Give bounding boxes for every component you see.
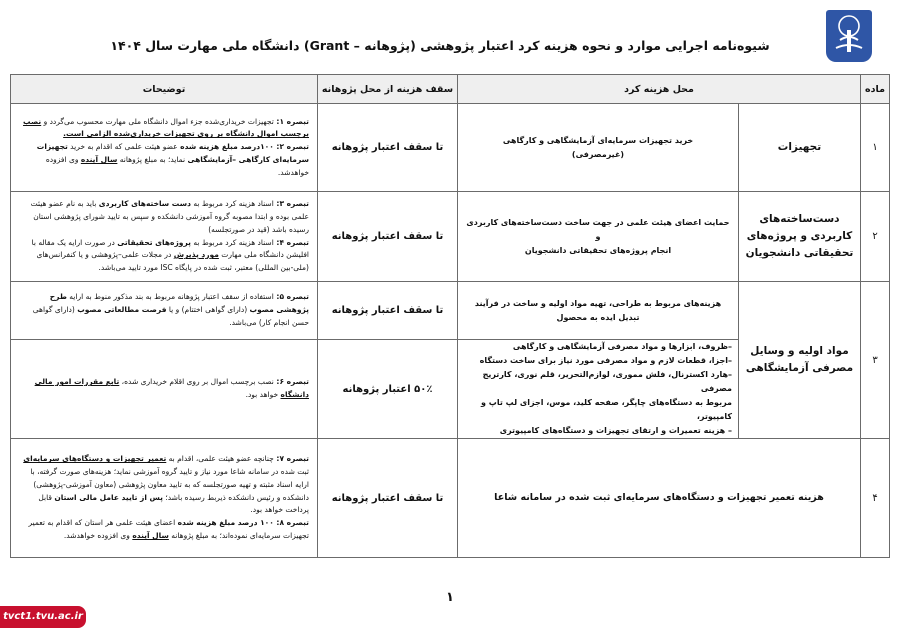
- column-header-article: ماده: [861, 75, 890, 104]
- university-logo: [826, 10, 872, 62]
- note-paragraph: تبصره ۸: ۱۰۰ درصد مبلغ هزینه شده اعضای هیئت علمی هر استان که اقدام به تعمیر تجهیزات سرمایه‌ای نموده‌اند؛ به مبلغ پژوهانه سال آینده وی افزوده خواهدشد.: [28, 518, 309, 540]
- page-title: شیوه‌نامه اجرایی موارد و نحوه هزینه کرد اعتبار پژوهشی (پژوهانه – Grant) دانشگاه ملی مهارت سال ۱۴۰۴: [110, 38, 770, 53]
- cost-place: [458, 104, 739, 192]
- article-number: ۳: [861, 282, 890, 439]
- cost-place-line: انجام پروژه‌های تحقیقاتی دانشجویان: [524, 245, 672, 255]
- cost-place: [458, 340, 739, 439]
- cost-ceiling: تا سقف اعتبار پژوهانه: [318, 439, 458, 558]
- note-paragraph: تبصره ۲: ۱۰۰درصد مبلغ هزینه شده عضو هیئت علمی که اقدام به خرید تجهیزات سرمایه‌ای کارگاهی –آزمایشگاهی نماید؛ به مبلغ پژوهانه سال آینده وی افزوده خواهدشد.: [36, 142, 309, 177]
- cost-place-line: هزینه‌های مربوط به طراحی، تهیه مواد اولیه و ساخت در فرآیند: [474, 298, 722, 308]
- cost-place-line: خرید تجهیزات سرمایه‌ای آزمایشگاهی و کارگاهی: [502, 135, 694, 145]
- column-header-ceiling: سقف هزینه از محل پژوهانه: [318, 75, 458, 104]
- notes-cell: [11, 192, 318, 282]
- column-header-notes: توضیحات: [11, 75, 318, 104]
- footer-site-link[interactable]: tvct1.tvu.ac.ir: [0, 606, 86, 628]
- article-number: ۱: [861, 104, 890, 192]
- article-title: دست‌ساخته‌های کاربردی و پروژه‌های تحقیقاتی دانشجویان: [739, 192, 861, 282]
- page-number: ۱: [446, 590, 454, 605]
- table-row: [11, 282, 890, 340]
- note-paragraph: تبصره ۶: نصب برچسب اموال بر روی اقلام خریداری شده، تابع مقررات امور مالی دانشگاه خواهد بود.: [34, 377, 309, 399]
- cost-table: [10, 74, 890, 558]
- cost-ceiling: تا سقف اعتبار پژوهانه: [318, 282, 458, 340]
- note-paragraph: تبصره ۳: اسناد هزینه کرد مربوط به دست ساخته‌های کاربردی باید به نام عضو هیئت علمی بوده و ابتدا مصوبه گروه آموزشی دانشکده و سپس به تایید شورای پژوهشی استان رسیده باشد (قید در صورتجلسه): [30, 199, 309, 234]
- cost-place-line: هزینه تعمیر تجهیزات و دستگاه‌های سرمایه‌ای ثبت شده در سامانه شاعا: [494, 491, 824, 503]
- cost-place-line: حمایت اعضای هیئت علمی در جهت ساخت دست‌ساخته‌های کاربردی و: [466, 217, 730, 241]
- note-paragraph: تبصره ۱: تجهیزات خریداری‌شده جزء اموال دانشگاه ملی مهارت محسوب می‌گردد و نصب برچسب اموال دانشگاه بر روی تجهیزات خریداری‌شده الزامی است.: [23, 116, 309, 139]
- cost-place-line: مربوط به دستگاه‌های چاپگر، صفحه کلید، موس، اجزای لپ تاپ و کامپیوتر،: [481, 398, 732, 421]
- cost-place: [458, 439, 861, 558]
- cost-place-line: (غیرمصرفی): [571, 149, 625, 159]
- table-row: [11, 439, 890, 558]
- notes-cell: [11, 340, 318, 439]
- cost-ceiling: تا سقف اعتبار پژوهانه: [318, 104, 458, 192]
- logo-emblem-icon: [826, 10, 872, 62]
- article-title: مواد اولیه و وسایل مصرفی آزمایشگاهی: [739, 282, 861, 439]
- cost-place: [458, 192, 739, 282]
- cost-place-line: تبدیل ایده به محصول: [556, 312, 640, 322]
- column-header-place: محل هزینه کرد: [458, 75, 861, 104]
- cost-place-line: –ظروف، ابزارها و مواد مصرفی آزمایشگاهی و کارگاهی: [512, 342, 732, 351]
- table-header-row: [11, 75, 890, 104]
- cost-ceiling: ۵۰٪ اعتبار پژوهانه: [318, 340, 458, 439]
- article-number: ۴: [861, 439, 890, 558]
- note-paragraph: تبصره ۴: اسناد هزینه کرد مربوط به پروژه‌های تحقیقاتی در صورت ارایه یک مقاله با افلیشن دانشگاه ملی مهارت مورد پذیرش در مجلات علمی–پژوهشی و یا کنفرانس‌های (ملی-بین المللی) معتبر، ثبت شده در پایگاه ISC مورد تایید می‌باشد.: [31, 237, 309, 272]
- notes-cell: [11, 104, 318, 192]
- article-title: تجهیزات: [739, 104, 861, 192]
- cost-place-line: – هزینه تعمیرات و ارتقای تجهیزات و دستگاه‌های کامپیوتری: [499, 426, 732, 435]
- cost-place-line: –هارد اکسترنال، فلش مموری، لوازم‌التحریر، قلم نوری، کارتریج مصرفی: [482, 370, 732, 393]
- table-row: [11, 192, 890, 282]
- note-paragraph: تبصره ۵: استفاده از سقف اعتبار پژوهانه مربوط به بند مذکور منوط به ارایه طرح پژوهشی مصوب (دارای گواهی اختتام) و یا فرصت مطالعاتی مصوب (دارای گواهی حسن انجام کار) می‌باشد.: [32, 292, 309, 327]
- note-paragraph: تبصره ۷: چنانچه عضو هیئت علمی، اقدام به تعمیر تجهیزات و دستگاه‌های سرمایه‌ای ثبت شده در سامانه شاعا مورد نیاز و تایید گروه آموزشی نماید؛ هزینه‌های صورت گرفته، با ارایه اسناد مثبته و تهیه صورتجلسه که به تایید معاون پژوهشی (معاون آموزشی-پژوهشی) دانشکده و رئیس دانشکده ذیربط رسیده باشد؛ پس از تایید عامل مالی استان قابل پرداخت خواهد بود.: [23, 454, 309, 515]
- notes-cell: [11, 439, 318, 558]
- cost-place: [458, 282, 739, 340]
- table-row: [11, 104, 890, 192]
- article-number: ۲: [861, 192, 890, 282]
- cost-ceiling: تا سقف اعتبار پژوهانه: [318, 192, 458, 282]
- notes-cell: [11, 282, 318, 340]
- cost-place-line: –اجزا، قطعات لازم و مواد مصرفی مورد نیاز برای ساخت دستگاه: [479, 356, 732, 365]
